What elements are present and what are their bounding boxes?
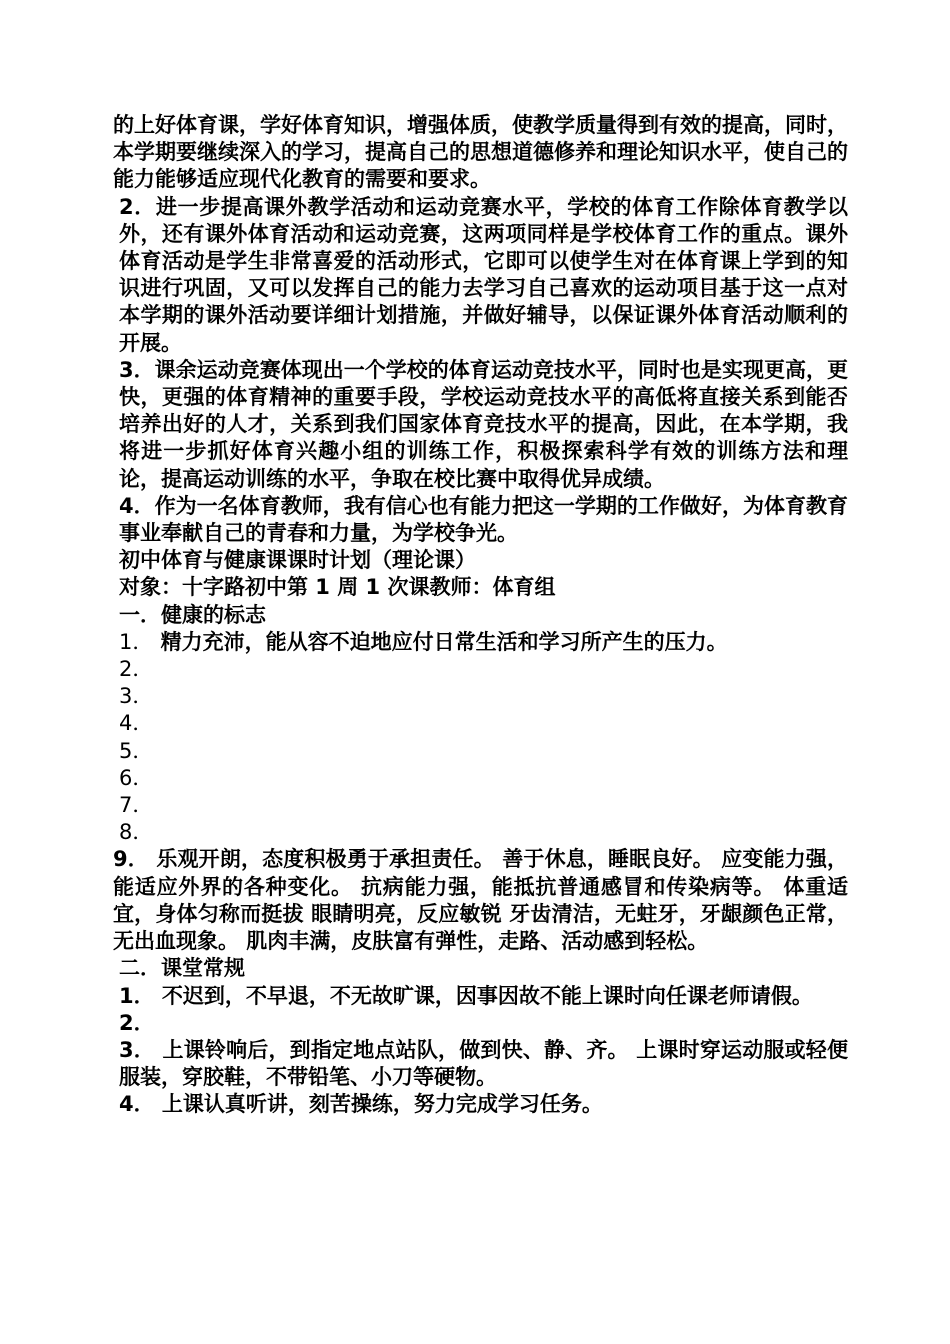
health-item-text: 精力充沛，能从容不迫地应付日常生活和学习所产生的压力。 xyxy=(153,629,728,654)
health-item-7 xyxy=(113,792,848,819)
section-1-heading: 一．健康的标志 xyxy=(119,602,266,627)
health-item-number: 6． xyxy=(119,765,154,790)
plan-title: 初中体育与健康课课时计划（理论课） xyxy=(119,548,476,573)
health-item-number: 7． xyxy=(119,793,154,818)
health-item-3 xyxy=(113,683,848,710)
paragraph-intro: 的上好体育课，学好体育知识，增强体质，使教学质量得到有效的提高，同时，本学期要继续深入的学习，提高自己的思想道德修养和理论知识水平，使自己的能力能够适应现代化教育的需要和要求。 xyxy=(113,113,848,192)
health-item-2 xyxy=(113,656,848,683)
paragraph-item-3: 3．课余运动竞赛体现出一个学校的体育运动竞技水平，同时也是实现更高，更快，更强的体育精神的重要手段，学校运动竞技水平的高低将直接关系到能否培养出好的人才，关系到我们国家体育竞技水平的提高，因此，在本学期，我将进一步抓好体育兴趣小组的训练工作，积极探索科学有效的训练方法和理论，提高运动训练的水平，争取在校比赛中取得优异成绩。 xyxy=(119,357,848,491)
rule-item-2: 2． xyxy=(119,1010,155,1035)
health-item-number: 1． xyxy=(119,629,154,654)
health-item-6 xyxy=(113,765,848,792)
health-item-number: 2． xyxy=(119,657,154,682)
document-page xyxy=(113,112,848,1119)
health-item-number: 3． xyxy=(119,684,154,709)
health-item-4 xyxy=(113,710,848,737)
rule-item-1: 1． 不迟到，不早退，不无故旷课，因事因故不能上课时向任课老师请假。 xyxy=(119,983,813,1008)
health-item-1 xyxy=(113,629,848,656)
health-item-number: 4． xyxy=(119,711,154,736)
health-item-9: 9． 乐观开朗，态度积极勇于承担责任。 善于休息，睡眠良好。 应变能力强，能适应外界的各种变化。 抗病能力强，能抵抗普通感冒和传染病等。 体重适宜，身体匀称而挺拔 眼睛明亮，反应敏锐 牙齿清洁，无蛀牙，牙龈颜色正常，无出血现象。 肌肉丰满，皮肤富有弹性，走路、活动感到轻松。 xyxy=(113,847,848,954)
rule-item-3: 3． 上课铃响后，到指定地点站队，做到快、静、齐。 上课时穿运动服或轻便服装，穿胶鞋，不带铅笔、小刀等硬物。 xyxy=(119,1037,848,1090)
section-2-heading: 二．课堂常规 xyxy=(119,956,245,981)
health-item-8 xyxy=(113,819,848,846)
rule-item-4: 4． 上课认真听讲，刻苦操练，努力完成学习任务。 xyxy=(119,1092,603,1117)
health-item-number: 5． xyxy=(119,738,154,763)
health-item-5 xyxy=(113,738,848,765)
health-item-number: 8． xyxy=(119,820,154,845)
plan-subject-line: 对象：十字路初中第 1 周 1 次课教师：体育组 xyxy=(119,575,556,600)
paragraph-item-2: 2．进一步提高课外教学活动和运动竞赛水平，学校的体育工作除体育教学以外，还有课外体育活动和运动竞赛，这两项同样是学校体育工作的重点。课外体育活动是学生非常喜爱的活动形式，它即可以使学生对在体育课上学到的知识进行巩固，又可以发挥自己的能力去学习自己喜欢的运动项目基于这一点对本学期的课外活动要详细计划措施，并做好辅导，以保证课外体育活动顺利的开展。 xyxy=(119,194,848,355)
paragraph-item-4: 4．作为一名体育教师，我有信心也有能力把这一学期的工作做好，为体育教育事业奉献自己的青春和力量，为学校争光。 xyxy=(119,493,848,546)
